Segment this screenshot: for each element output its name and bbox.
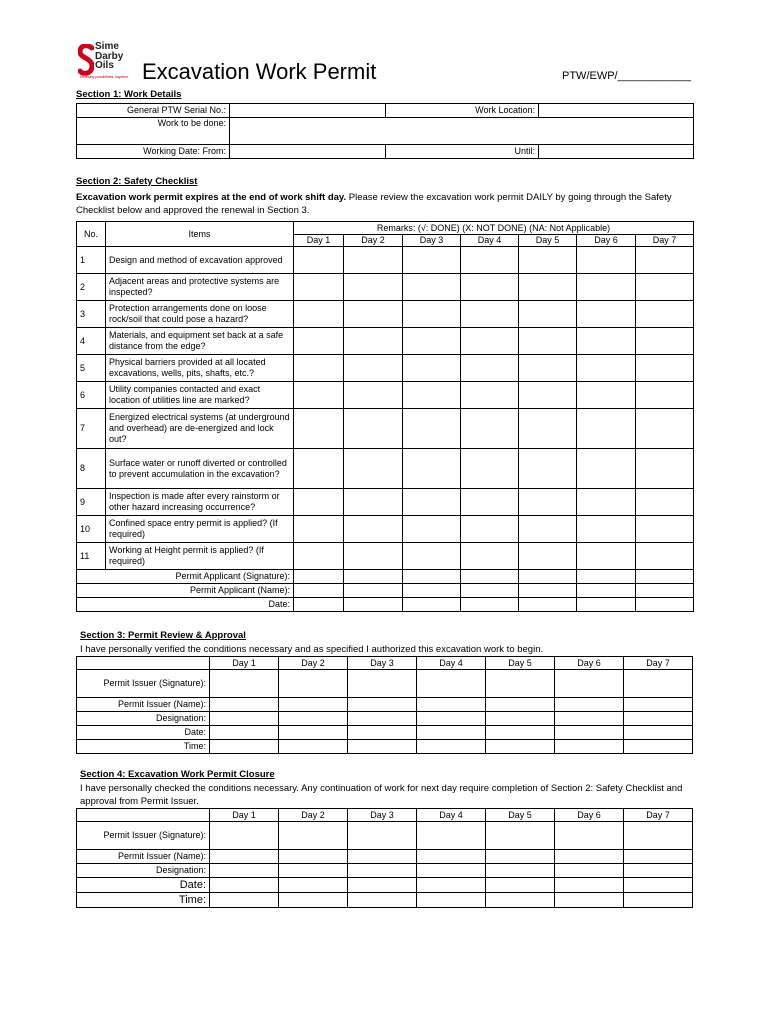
check-cell[interactable] — [461, 247, 519, 274]
check-cell[interactable] — [403, 449, 461, 489]
item-text: Surface water or runoff diverted or controlled to prevent accumulation in the excavation? — [106, 449, 294, 489]
approval-cell[interactable] — [348, 878, 417, 893]
approval-row-label: Date: — [77, 878, 210, 893]
check-cell[interactable] — [461, 301, 519, 328]
checklist-row — [77, 409, 694, 449]
cell[interactable] — [344, 570, 403, 584]
approval-row-label: Permit Issuer (Name): — [77, 698, 210, 712]
check-cell[interactable] — [636, 274, 694, 301]
cell[interactable] — [294, 570, 344, 584]
check-cell[interactable] — [403, 247, 461, 274]
check-cell[interactable] — [461, 328, 519, 355]
until-field[interactable] — [539, 145, 694, 159]
item-no: 4 — [77, 328, 106, 355]
check-cell[interactable] — [461, 274, 519, 301]
approval-cell[interactable] — [486, 850, 555, 864]
check-cell[interactable] — [461, 409, 519, 449]
work-label: Work to be done: — [77, 118, 230, 145]
item-no: 11 — [77, 543, 106, 570]
approval-cell[interactable] — [624, 670, 693, 698]
check-cell[interactable] — [403, 328, 461, 355]
approval-cell[interactable] — [555, 864, 624, 878]
approval-row-label: Time: — [77, 740, 210, 754]
item-no: 6 — [77, 382, 106, 409]
cell[interactable] — [577, 584, 636, 598]
day-header: Day 3 — [348, 809, 417, 822]
item-no: 7 — [77, 409, 106, 449]
logo-line-1: Sime — [95, 41, 119, 52]
check-cell[interactable] — [461, 382, 519, 409]
approval-row-label: Permit Issuer (Name): — [77, 850, 210, 864]
check-cell[interactable] — [344, 489, 403, 516]
item-no: 8 — [77, 449, 106, 489]
approval-row-label: Designation: — [77, 864, 210, 878]
check-cell[interactable] — [344, 301, 403, 328]
check-cell[interactable] — [344, 543, 403, 570]
check-cell[interactable] — [344, 355, 403, 382]
check-cell[interactable] — [344, 328, 403, 355]
approval-cell[interactable] — [555, 726, 624, 740]
approval-cell[interactable] — [486, 726, 555, 740]
checklist-body — [77, 247, 694, 570]
check-cell[interactable] — [461, 449, 519, 489]
day-header: Day 6 — [555, 809, 624, 822]
check-cell[interactable] — [519, 409, 577, 449]
day-header: Day 5 — [486, 809, 555, 822]
check-cell[interactable] — [577, 489, 636, 516]
day-header: Day 4 — [417, 657, 486, 670]
date-from-label: Working Date: From: — [77, 145, 230, 159]
item-no: 10 — [77, 516, 106, 543]
approval-cell[interactable] — [417, 670, 486, 698]
approval-cell[interactable] — [555, 670, 624, 698]
day-header: Day 5 — [519, 235, 577, 247]
cell[interactable] — [636, 584, 694, 598]
blank-corner — [77, 657, 210, 670]
cell[interactable] — [519, 584, 577, 598]
item-text: Materials, and equipment set back at a safe distance from the edge? — [106, 328, 294, 355]
approval-cell[interactable] — [210, 726, 279, 740]
ptw-reference: PTW/EWP/____________ — [562, 70, 692, 82]
approval-cell[interactable] — [486, 864, 555, 878]
cell[interactable] — [461, 598, 519, 612]
item-text: Design and method of excavation approved — [106, 247, 294, 274]
day-header: Day 7 — [636, 235, 694, 247]
work-details-table — [76, 103, 694, 159]
day-header: Day 1 — [210, 809, 279, 822]
item-no: 5 — [77, 355, 106, 382]
approval-cell[interactable] — [624, 740, 693, 754]
approval-cell[interactable] — [279, 864, 348, 878]
serial-label: General PTW Serial No.: — [77, 104, 230, 118]
section3-intro: I have personally verified the conditions necessary and as specified I authorized this excavation work to begin. — [80, 644, 544, 655]
approval-cell[interactable] — [555, 893, 624, 908]
cell[interactable] — [577, 598, 636, 612]
item-no: 3 — [77, 301, 106, 328]
section2-intro-bold: Excavation work permit expires at the end of work shift day. — [76, 192, 347, 203]
checklist-row — [77, 516, 694, 543]
check-cell[interactable] — [344, 449, 403, 489]
approval-cell[interactable] — [555, 878, 624, 893]
approval-cell[interactable] — [279, 850, 348, 864]
check-cell[interactable] — [519, 301, 577, 328]
approval-cell[interactable] — [348, 712, 417, 726]
check-cell[interactable] — [577, 543, 636, 570]
check-cell[interactable] — [344, 382, 403, 409]
logo-s-icon — [78, 44, 94, 76]
approval-row-label: Time: — [77, 893, 210, 908]
item-text: Confined space entry permit is applied? (If required) — [106, 516, 294, 543]
approval-cell[interactable] — [210, 893, 279, 908]
safety-checklist-table — [76, 221, 694, 612]
checklist-row — [77, 301, 694, 328]
approval-cell[interactable] — [624, 878, 693, 893]
logo-line-3: Oils — [95, 60, 114, 71]
checklist-row — [77, 489, 694, 516]
check-cell[interactable] — [403, 274, 461, 301]
cell[interactable] — [577, 570, 636, 584]
applicant-signature-label: Permit Applicant (Signature): — [77, 570, 294, 584]
cell[interactable] — [344, 598, 403, 612]
approval-cell[interactable] — [417, 712, 486, 726]
check-cell[interactable] — [636, 489, 694, 516]
approval-cell[interactable] — [417, 726, 486, 740]
item-text: Inspection is made after every rainstorm or other hazard increasing occurrence? — [106, 489, 294, 516]
item-text: Energized electrical systems (at underground and overhead) are de-energized and lock out? — [106, 409, 294, 449]
approval-cell[interactable] — [348, 726, 417, 740]
col-no: No. — [77, 222, 106, 247]
cell[interactable] — [461, 584, 519, 598]
check-cell[interactable] — [403, 516, 461, 543]
check-cell[interactable] — [461, 543, 519, 570]
check-cell[interactable] — [461, 489, 519, 516]
check-cell[interactable] — [577, 516, 636, 543]
check-cell[interactable] — [294, 543, 344, 570]
until-label: Until: — [386, 145, 539, 159]
approval-cell[interactable] — [279, 712, 348, 726]
section2-heading: Section 2: Safety Checklist — [76, 176, 198, 187]
check-cell[interactable] — [403, 489, 461, 516]
approval-cell[interactable] — [555, 850, 624, 864]
col-items: Items — [106, 222, 294, 247]
check-cell[interactable] — [294, 382, 344, 409]
cell[interactable] — [403, 598, 461, 612]
day-header: Day 7 — [624, 657, 693, 670]
section2-intro-rest: Please review the excavation work permit DAILY by going through the Safety Checklist below and approved the renewal in Section 3. — [76, 192, 672, 216]
applicant-date-label: Date: — [77, 598, 294, 612]
check-cell[interactable] — [403, 301, 461, 328]
item-text: Protection arrangements done on loose rock/soil that could pose a hazard? — [106, 301, 294, 328]
check-cell[interactable] — [519, 543, 577, 570]
check-cell[interactable] — [294, 516, 344, 543]
approval-cell[interactable] — [555, 698, 624, 712]
check-cell[interactable] — [344, 274, 403, 301]
approval-cell[interactable] — [210, 822, 279, 850]
day-header: Day 4 — [417, 809, 486, 822]
item-no: 1 — [77, 247, 106, 274]
logo-text — [95, 42, 123, 71]
check-cell[interactable] — [519, 449, 577, 489]
approval-cell[interactable] — [279, 726, 348, 740]
checklist-row — [77, 355, 694, 382]
approval-cell[interactable] — [279, 822, 348, 850]
blank-corner — [77, 809, 210, 822]
page-title: Excavation Work Permit — [142, 59, 377, 84]
applicant-name-label: Permit Applicant (Name): — [77, 584, 294, 598]
item-text: Physical barriers provided at all located excavations, wells, pits, shafts, etc.? — [106, 355, 294, 382]
approval-cell[interactable] — [210, 698, 279, 712]
location-label: Work Location: — [386, 104, 539, 118]
check-cell[interactable] — [294, 301, 344, 328]
approval-cell[interactable] — [417, 822, 486, 850]
approval-cell[interactable] — [348, 893, 417, 908]
check-cell[interactable] — [636, 328, 694, 355]
cell[interactable] — [344, 584, 403, 598]
approval-cell[interactable] — [417, 740, 486, 754]
approval-cell[interactable] — [417, 893, 486, 908]
approval-cell[interactable] — [279, 698, 348, 712]
section3-heading: Section 3: Permit Review & Approval — [80, 630, 246, 641]
approval-cell[interactable] — [624, 726, 693, 740]
check-cell[interactable] — [636, 409, 694, 449]
check-cell[interactable] — [403, 409, 461, 449]
checklist-row — [77, 543, 694, 570]
item-no: 9 — [77, 489, 106, 516]
check-cell[interactable] — [636, 355, 694, 382]
check-cell[interactable] — [519, 328, 577, 355]
approval-row-label: Designation: — [77, 712, 210, 726]
approval-cell[interactable] — [348, 698, 417, 712]
cell[interactable] — [519, 570, 577, 584]
day-header: Day 7 — [624, 809, 693, 822]
day-header: Day 2 — [344, 235, 403, 247]
check-cell[interactable] — [636, 247, 694, 274]
check-cell[interactable] — [519, 516, 577, 543]
checklist-row — [77, 247, 694, 274]
approval-cell[interactable] — [210, 712, 279, 726]
approval-cell[interactable] — [624, 822, 693, 850]
serial-field[interactable] — [230, 104, 386, 118]
date-from-field[interactable] — [230, 145, 386, 159]
check-cell[interactable] — [577, 449, 636, 489]
approval-cell[interactable] — [417, 850, 486, 864]
logo-line-2: Darby — [95, 50, 124, 62]
day-header: Day 2 — [279, 657, 348, 670]
check-cell[interactable] — [294, 489, 344, 516]
approval-row-label: Date: — [77, 726, 210, 740]
day-header: Day 4 — [461, 235, 519, 247]
cell[interactable] — [461, 570, 519, 584]
approval-cell[interactable] — [417, 698, 486, 712]
location-field[interactable] — [539, 104, 694, 118]
check-cell[interactable] — [577, 247, 636, 274]
section2-intro — [76, 191, 691, 217]
item-no: 2 — [77, 274, 106, 301]
company-logo — [78, 42, 140, 82]
check-cell[interactable] — [519, 274, 577, 301]
day-header: Day 6 — [555, 657, 624, 670]
approval-cell[interactable] — [486, 822, 555, 850]
approval-cell[interactable] — [624, 698, 693, 712]
check-cell[interactable] — [636, 301, 694, 328]
check-cell[interactable] — [403, 355, 461, 382]
approval-cell[interactable] — [279, 893, 348, 908]
day-header: Day 1 — [294, 235, 344, 247]
approval-cell[interactable] — [486, 878, 555, 893]
cell[interactable] — [294, 598, 344, 612]
permit-approval-table — [76, 656, 693, 754]
permit-closure-table — [76, 808, 693, 908]
approval-cell[interactable] — [624, 864, 693, 878]
approval-cell[interactable] — [624, 850, 693, 864]
item-text: Utility companies contacted and exact location of utilities line are marked? — [106, 382, 294, 409]
approval-cell[interactable] — [348, 850, 417, 864]
cell[interactable] — [636, 570, 694, 584]
item-text: Working at Height permit is applied? (If required) — [106, 543, 294, 570]
check-cell[interactable] — [461, 355, 519, 382]
section4-intro: I have personally checked the conditions necessary. Any continuation of work for next day require completion of Section 2: Safety Checklist and approval from Permit Issuer. — [80, 783, 683, 807]
approval-cell[interactable] — [279, 878, 348, 893]
check-cell[interactable] — [344, 409, 403, 449]
approval-row-label: Permit Issuer (Signature): — [77, 822, 210, 850]
check-cell[interactable] — [294, 449, 344, 489]
approval-cell[interactable] — [210, 864, 279, 878]
section4-heading: Section 4: Excavation Work Permit Closure — [80, 769, 275, 780]
approval-cell[interactable] — [555, 822, 624, 850]
remarks-header: Remarks: (√: DONE) (X: NOT DONE) (NA: Not Applicable) — [294, 222, 694, 235]
check-cell[interactable] — [519, 247, 577, 274]
check-cell[interactable] — [577, 301, 636, 328]
check-cell[interactable] — [577, 382, 636, 409]
cell[interactable] — [294, 584, 344, 598]
check-cell[interactable] — [577, 355, 636, 382]
approval-cell[interactable] — [279, 740, 348, 754]
cell[interactable] — [403, 584, 461, 598]
item-text: Adjacent areas and protective systems are inspected? — [106, 274, 294, 301]
check-cell[interactable] — [577, 274, 636, 301]
approval-cell[interactable] — [486, 740, 555, 754]
approval-cell[interactable] — [624, 893, 693, 908]
check-cell[interactable] — [577, 409, 636, 449]
approval-cell[interactable] — [348, 822, 417, 850]
checklist-row — [77, 328, 694, 355]
check-cell[interactable] — [519, 382, 577, 409]
check-cell[interactable] — [344, 247, 403, 274]
checklist-row — [77, 382, 694, 409]
check-cell[interactable] — [519, 489, 577, 516]
check-cell[interactable] — [519, 355, 577, 382]
check-cell[interactable] — [636, 543, 694, 570]
work-field[interactable] — [230, 118, 694, 145]
approval-cell[interactable] — [279, 670, 348, 698]
check-cell[interactable] — [636, 449, 694, 489]
approval-cell[interactable] — [486, 893, 555, 908]
day-header: Day 6 — [577, 235, 636, 247]
approval-cell[interactable] — [348, 670, 417, 698]
check-cell[interactable] — [636, 516, 694, 543]
approval-cell[interactable] — [348, 864, 417, 878]
approval-cell[interactable] — [486, 670, 555, 698]
approval-cell[interactable] — [210, 740, 279, 754]
check-cell[interactable] — [403, 382, 461, 409]
cell[interactable] — [519, 598, 577, 612]
approval-cell[interactable] — [555, 740, 624, 754]
checklist-row — [77, 449, 694, 489]
approval-cell[interactable] — [210, 670, 279, 698]
day-header: Day 3 — [403, 235, 461, 247]
approval-cell[interactable] — [486, 712, 555, 726]
check-cell[interactable] — [294, 328, 344, 355]
approval-cell[interactable] — [417, 878, 486, 893]
checklist-row — [77, 274, 694, 301]
check-cell[interactable] — [577, 328, 636, 355]
check-cell[interactable] — [636, 382, 694, 409]
check-cell[interactable] — [294, 355, 344, 382]
check-cell[interactable] — [294, 409, 344, 449]
section1-heading: Section 1: Work Details — [76, 89, 182, 100]
approval-cell[interactable] — [210, 850, 279, 864]
cell[interactable] — [636, 598, 694, 612]
approval-cell[interactable] — [348, 740, 417, 754]
approval-cell[interactable] — [486, 698, 555, 712]
approval-cell[interactable] — [210, 878, 279, 893]
check-cell[interactable] — [294, 247, 344, 274]
cell[interactable] — [403, 570, 461, 584]
day-header: Day 1 — [210, 657, 279, 670]
approval-cell[interactable] — [624, 712, 693, 726]
check-cell[interactable] — [294, 274, 344, 301]
day-header: Day 2 — [279, 809, 348, 822]
approval-cell[interactable] — [555, 712, 624, 726]
approval-row-label: Permit Issuer (Signature): — [77, 670, 210, 698]
check-cell[interactable] — [344, 516, 403, 543]
check-cell[interactable] — [403, 543, 461, 570]
logo-tagline: Realising possibilities, together — [80, 75, 129, 79]
day-header: Day 5 — [486, 657, 555, 670]
day-header: Day 3 — [348, 657, 417, 670]
check-cell[interactable] — [461, 516, 519, 543]
approval-cell[interactable] — [417, 864, 486, 878]
